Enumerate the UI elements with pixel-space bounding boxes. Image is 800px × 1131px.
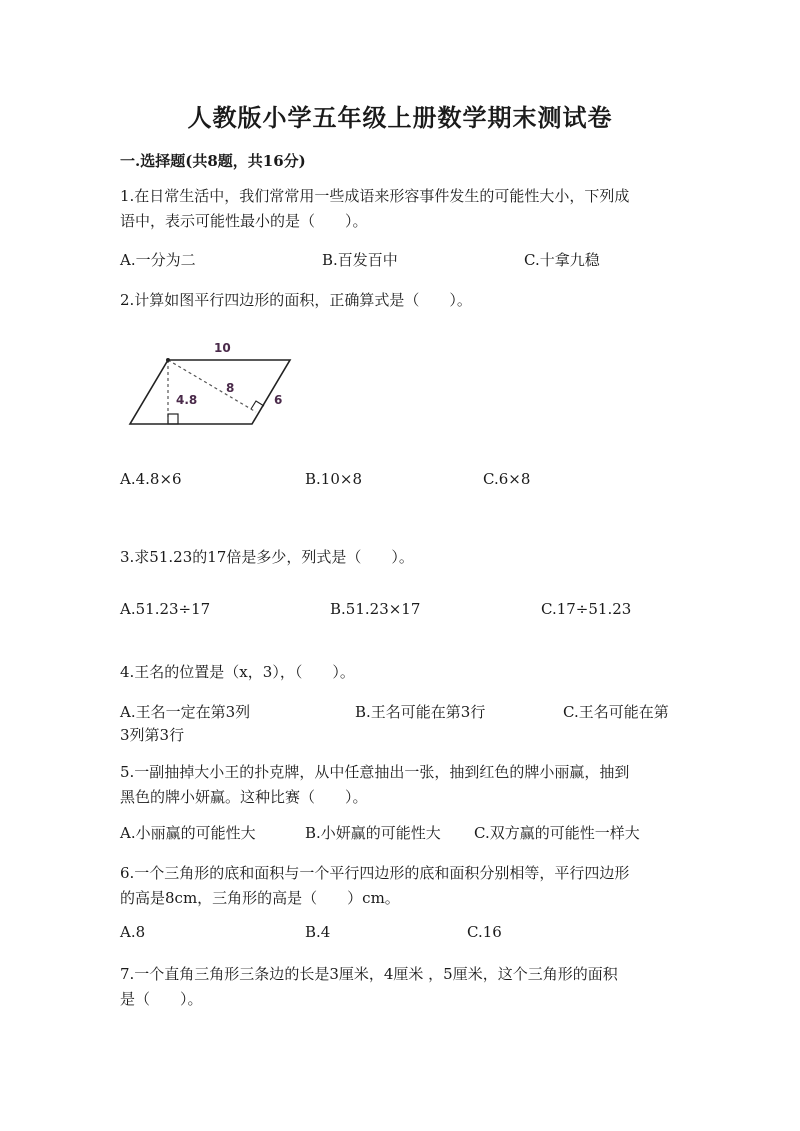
question-7-line-2: 是（ ）。	[120, 990, 203, 1008]
question-1-option-a: A.一分为二	[120, 251, 196, 269]
page-title: 人教版小学五年级上册数学期末测试卷	[187, 103, 613, 132]
right-angle-mark-bottom	[168, 414, 178, 424]
label-6: 6	[274, 393, 283, 407]
question-3-line-1: 3.求51.23的17倍是多少，列式是（ ）。	[120, 548, 414, 566]
question-6-option-c: C.16	[467, 923, 502, 941]
question-1-line-1: 1.在日常生活中，我们常常用一些成语来形容事件发生的可能性大小，下列成	[120, 187, 630, 205]
question-5-line-2: 黑色的牌小妍赢。这种比赛（ ）。	[120, 788, 368, 806]
question-6-line-1: 6.一个三角形的底和面积与一个平行四边形的底和面积分别相等，平行四边形	[120, 864, 630, 882]
question-6-option-b: B.4	[305, 923, 331, 941]
question-1-option-c: C.十拿九稳	[524, 251, 600, 269]
question-7-line-1: 7.一个直角三角形三条边的长是3厘米，4厘米 ，5厘米，这个三角形的面积	[120, 965, 618, 983]
question-2-option-c: C.6×8	[483, 470, 531, 488]
section-heading: 一.选择题(共8题，共16分)	[120, 152, 306, 170]
label-8: 8	[226, 381, 235, 395]
question-6-line-2: 的高是8cm，三角形的高是（ ）cm。	[120, 889, 400, 907]
question-4-option-b: B.王名可能在第3行	[355, 703, 486, 721]
question-4-option-c-wrap: 3列第3行	[120, 726, 185, 744]
vertex-dot	[166, 358, 170, 362]
question-6-option-a: A.8	[120, 923, 146, 941]
question-3-option-a: A.51.23÷17	[120, 600, 211, 618]
question-2-option-a: A.4.8×6	[120, 470, 182, 488]
question-4-option-a: A.王名一定在第3列	[120, 703, 251, 721]
question-1-option-b: B.百发百中	[322, 251, 398, 269]
parallelogram-figure	[120, 330, 320, 440]
question-4-option-c: C.王名可能在第	[563, 703, 669, 721]
question-5-line-1: 5.一副抽掉大小王的扑克牌，从中任意抽出一张，抽到红色的牌小丽赢，抽到	[120, 763, 630, 781]
question-2-option-b: B.10×8	[305, 470, 362, 488]
parallelogram-shape	[130, 360, 290, 424]
question-3-option-b: B.51.23×17	[330, 600, 421, 618]
question-1-line-2: 语中，表示可能性最小的是（ ）。	[120, 212, 368, 230]
question-4-line-1: 4.王名的位置是（x，3），（ ）。	[120, 663, 355, 681]
question-3-option-c: C.17÷51.23	[541, 600, 632, 618]
question-5-option-a: A.小丽赢的可能性大	[120, 824, 256, 842]
label-10: 10	[214, 341, 231, 355]
question-5-option-b: B.小妍赢的可能性大	[305, 824, 441, 842]
label-4-8: 4.8	[176, 393, 198, 407]
question-5-option-c: C.双方赢的可能性一样大	[474, 824, 640, 842]
question-2-line-1: 2.计算如图平行四边形的面积，正确算式是（ ）。	[120, 291, 472, 309]
